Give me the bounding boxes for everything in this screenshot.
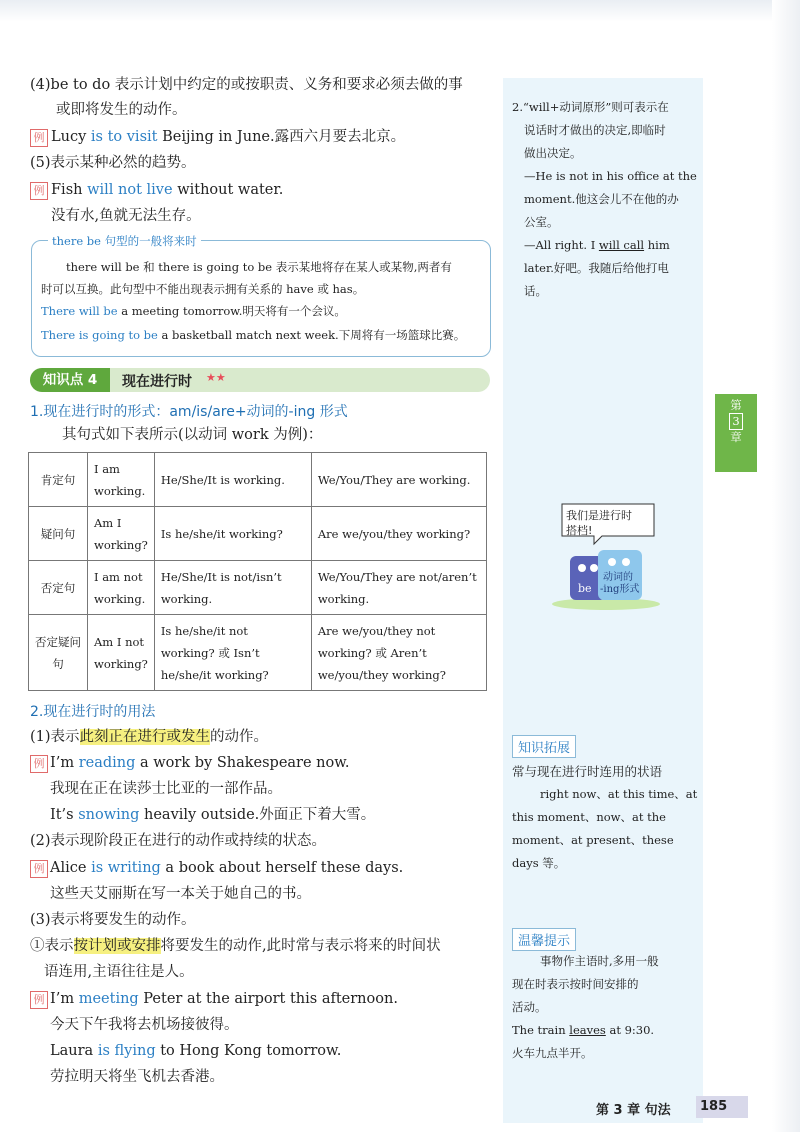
extension-line: right now、at this time、at bbox=[540, 787, 698, 801]
example-flying-cn: 劳拉明天将坐飞机去香港。 bbox=[50, 1069, 224, 1085]
example-flying: Laura is flying to Hong Kong tomorrow. bbox=[50, 1043, 342, 1059]
example-icon: 例 bbox=[30, 755, 48, 773]
extension-tag: 知识拓展 bbox=[512, 735, 576, 758]
example-icon: 例 bbox=[30, 860, 48, 878]
example-fish: Fish will not live without water. bbox=[51, 182, 284, 198]
note-box-title: there be 句型的一般将来时 bbox=[48, 233, 201, 249]
usage-2: (2)表示现阶段正在进行的动作或持续的状态。 bbox=[30, 833, 327, 849]
cartoon-bubble-line: 我们是进行时 bbox=[566, 509, 632, 522]
note-box-p1: there will be 和 there is going to be 表示某地将存在某人或某物,两者有 bbox=[66, 260, 452, 274]
section-1-intro: 其句式如下表所示(以动词 work 为例)： bbox=[62, 427, 323, 443]
table-cell: I am working. bbox=[88, 453, 155, 507]
cartoon-bubble-line: 搭档! bbox=[566, 524, 593, 537]
example-meeting: I’m meeting Peter at the airport this afternoon. bbox=[50, 991, 398, 1007]
table-cell: He/She/It is working. bbox=[154, 453, 311, 507]
table-cell: 肯定句 bbox=[29, 453, 88, 507]
knowledge-point-tag: 知识点 4 bbox=[30, 368, 110, 392]
example-snowing: It’s snowing heavily outside.外面正下着大雪。 bbox=[50, 807, 376, 823]
note-box-p2: 时可以互换。此句型中不能出现表示拥有关系的 have 或 has。 bbox=[41, 282, 365, 296]
example-fish-cn: 没有水,鱼就无法生存。 bbox=[51, 208, 201, 224]
cartoon-illustration bbox=[540, 500, 670, 612]
table-cell: Am I not working? bbox=[88, 615, 155, 691]
example-icon: 例 bbox=[30, 129, 48, 147]
table-cell: We/You/They are not/aren’t working. bbox=[311, 561, 486, 615]
example-alice-cn: 这些天艾丽斯在写一本关于她自己的书。 bbox=[50, 886, 311, 902]
tip-example-cn: 火车九点半开。 bbox=[512, 1046, 593, 1060]
tip-example: The train leaves at 9:30. bbox=[512, 1023, 655, 1037]
side-note-line: later.好吧。我随后给他打电 bbox=[524, 261, 669, 275]
table-cell: Is he/she/it working? bbox=[154, 507, 311, 561]
knowledge-point-title: 现在进行时 bbox=[122, 374, 192, 390]
example-icon: 例 bbox=[30, 182, 48, 200]
chapter-tab-text: 章 bbox=[730, 430, 742, 444]
example-reading-cn: 我现在正在读莎士比亚的一部作品。 bbox=[50, 781, 282, 797]
table-cell: He/She/It is not/isn’t working. bbox=[154, 561, 311, 615]
usage-3: (3)表示将要发生的动作。 bbox=[30, 912, 196, 928]
side-note-line: 公室。 bbox=[524, 215, 559, 229]
extension-line: days 等。 bbox=[512, 856, 566, 870]
usage-1: (1)表示此刻正在进行或发生的动作。 bbox=[30, 729, 269, 745]
chapter-tab-number: 3 bbox=[729, 413, 743, 430]
table-cell: Is he/she/it not working? 或 Isn’t he/she/it working? bbox=[154, 615, 311, 691]
section-1-title: 1.现在进行时的形式：am/is/are+动词的-ing 形式 bbox=[30, 404, 348, 420]
usage-3-1: ①表示按计划或安排将要发生的动作,此时常与表示将来的时间状 bbox=[30, 938, 441, 954]
section-2-title: 2.现在进行时的用法 bbox=[30, 704, 156, 720]
table-cell: We/You/They are working. bbox=[311, 453, 486, 507]
table-cell: Am I working? bbox=[88, 507, 155, 561]
side-note-line: 话。 bbox=[524, 284, 547, 298]
difficulty-stars: ★★ bbox=[206, 371, 226, 384]
rule-4-line2: 或即将发生的动作。 bbox=[56, 102, 187, 118]
table-cell: Are we/you/they working? bbox=[311, 507, 486, 561]
chapter-tab-text: 第 bbox=[730, 398, 742, 412]
rule-5: (5)表示某种必然的趋势。 bbox=[30, 155, 196, 171]
extension-line: this moment、now、at the bbox=[512, 810, 666, 824]
example-alice: Alice is writing a book about herself these days. bbox=[50, 860, 404, 876]
tip-line: 活动。 bbox=[512, 1000, 547, 1014]
example-reading: I’m reading a work by Shakespeare now. bbox=[50, 755, 350, 771]
cartoon-ing-label: 动词的 bbox=[603, 572, 633, 583]
side-note-line: —He is not in his office at the bbox=[524, 169, 697, 183]
note-box-ex2: There is going to be a basketball match next week.下周将有一场篮球比赛。 bbox=[41, 328, 466, 342]
tip-line: 事物作主语时,多用一般 bbox=[540, 954, 659, 968]
table-cell: 疑问句 bbox=[29, 507, 88, 561]
tip-line: 现在时表示按时间安排的 bbox=[512, 977, 639, 991]
page-edge bbox=[772, 0, 800, 1132]
usage-3-1-cont: 语连用,主语往往是人。 bbox=[44, 964, 194, 980]
side-note-line: 2.“will+动词原形”则可表示在 bbox=[512, 100, 669, 114]
top-band bbox=[0, 0, 800, 22]
extension-title: 常与现在进行时连用的状语 bbox=[512, 764, 663, 779]
table-cell: I am not working. bbox=[88, 561, 155, 615]
tip-tag: 温馨提示 bbox=[512, 928, 576, 951]
note-box-ex1: There will be a meeting tomorrow.明天将有一个会议。 bbox=[41, 304, 346, 318]
table-cell: Are we/you/they not working? 或 Aren’t we/you/they working? bbox=[311, 615, 486, 691]
table-cell: 否定疑问句 bbox=[29, 615, 88, 691]
rule-4-line1: (4)be to do 表示计划中约定的或按职责、义务和要求必须去做的事 bbox=[30, 77, 463, 93]
side-note-line: 做出决定。 bbox=[524, 146, 582, 160]
forms-table bbox=[28, 452, 487, 691]
example-lucy: Lucy is to visit Beijing in June.露西六月要去北京。 bbox=[51, 129, 406, 145]
footer-chapter: 第 3 章 句法 bbox=[596, 1103, 671, 1118]
side-note-line: moment.他这会儿不在他的办 bbox=[524, 192, 679, 206]
example-icon: 例 bbox=[30, 991, 48, 1009]
cartoon-ing-label: -ing形式 bbox=[600, 584, 640, 595]
page-number: 185 bbox=[696, 1096, 748, 1118]
chapter-tab bbox=[715, 394, 757, 472]
side-note-line: 说话时才做出的决定,即临时 bbox=[524, 123, 666, 137]
cartoon-be-label: be bbox=[578, 582, 592, 595]
side-note-line: —All right. I will call him bbox=[524, 238, 670, 252]
example-meeting-cn: 今天下午我将去机场接彼得。 bbox=[50, 1017, 239, 1033]
table-cell: 否定句 bbox=[29, 561, 88, 615]
extension-line: moment、at present、these bbox=[512, 833, 674, 847]
